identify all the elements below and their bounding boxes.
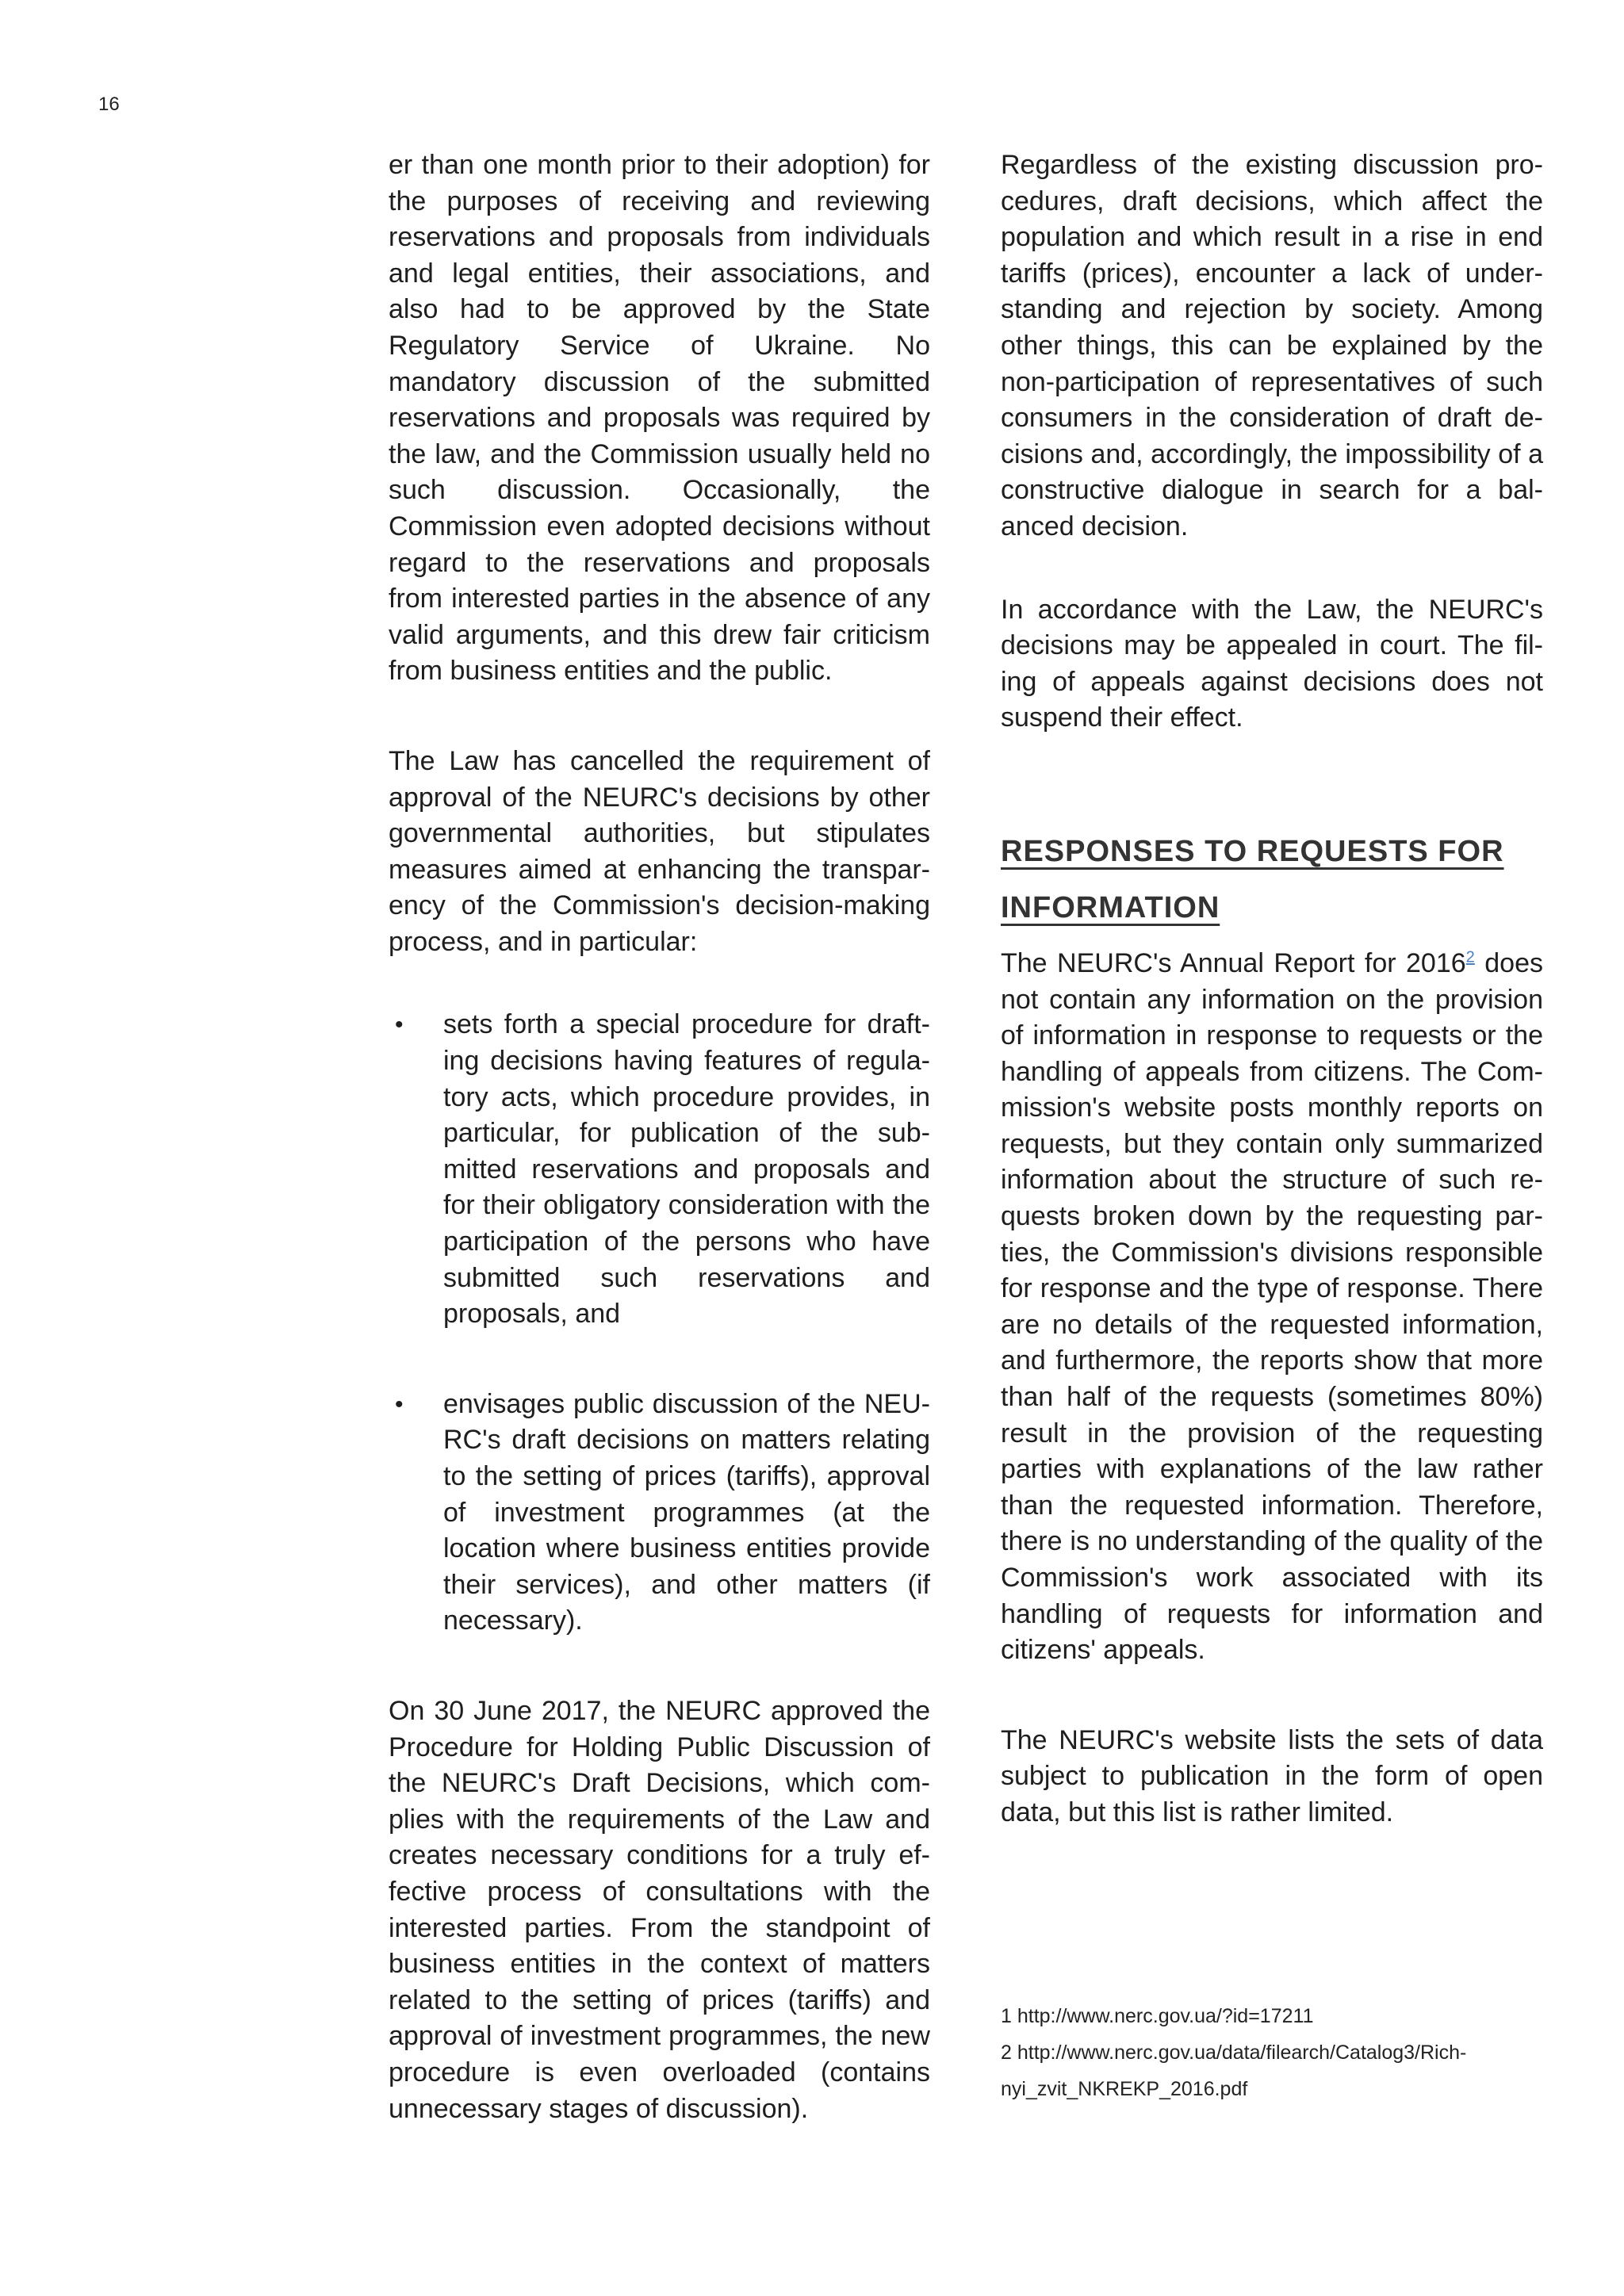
right-paragraph-1: Regardless of the existing discussion procedures, draft decisions, which affect the population and which result in a rise in end tariffs (prices), encounter a lack of understanding and rejection by society. Among other things, this can be explained by the non-participation of representatives of such consumers in the consideration of draft decisions and, accordingly, the impossibility of a constructive dialogue in search for a balanced decision.	[1001, 150, 1543, 541]
list-item	[389, 1387, 930, 1640]
right-paragraph-4: The NEURC's website lists the sets of data subject to publication in the form of open data, but this list is rather limited.	[1001, 1724, 1543, 1827]
footnotes	[1001, 1998, 1543, 2107]
bullet-icon: •	[395, 1391, 404, 1418]
left-paragraph-3: On 30 June 2017, the NEURC approved the Procedure for Holding Public Discussion of the NEURC's Draft Decisions, which complies with the requirements of the Law and creates necessary conditions for a truly effective process of consultations with the interested parties. From the standpoint of business entities in the context of matters related to the setting of prices (tariffs) and approval of investment programmes, the new procedure is even overloaded (contains unnecessary stages of discussion).	[389, 1695, 930, 2124]
list-item-text: envisages public discussion of the NEURC's draft decisions on matters relating to the setting of prices (tariffs), approval of investment programmes (at the location where business entities provide their services), and other matters (if necessary).	[443, 1388, 930, 1636]
paragraph-text: does not contain any information on the provision of information in response to requests or the handling of appeals from citizens. The Commission's website posts monthly reports on requests, but they contain only summarized information about the structure of such requests broken down by the requesting parties, the Commission's divisions responsible for response and the type of response. There are no details of the requested information, and furthermore, the reports show that more than half of the requests (sometimes 80%) result in the provision of the requesting parties with explanations of the law rather than the requested information. Therefore, there is no understanding of the quality of the Commission's work associated with its handling of requests for information and citizens' appeals.	[1001, 947, 1543, 1666]
footnote-1: 1 http://www.nerc.gov.ua/?id=17211	[1001, 2005, 1314, 2027]
paragraph-text: The NEURC's Annual Report for 2016	[1001, 947, 1466, 978]
footnote-2: 2 http://www.nerc.gov.ua/data/filearch/Catalog3/Richnyi_zvit_NKREKP_2016.pdf	[1001, 2042, 1467, 2100]
list-item	[389, 1007, 930, 1332]
page-number: 16	[98, 94, 120, 115]
list-item-text: sets forth a special procedure for drafting decisions having features of regulatory acts, which procedure provides, in particular, for publication of the submitted reservations and proposals and for their obligatory consideration with the participation of the persons who have submitted such reservations and proposals, and	[443, 1009, 930, 1330]
left-paragraph-2: The Law has cancelled the requirement of approval of the NEURC's decisions by other governmental authorities, but stipulates measures aimed at enhancing the transparency of the Commission's decision-making process, and in particular:	[389, 745, 930, 957]
left-paragraph-1: er than one month prior to their adoption) for the purposes of receiving and reviewing reservations and proposals from individuals and legal entities, their associations, and also had to be approved by the State Regulatory Service of Ukraine. No mandatory discussion of the submitted reservations and proposals was required by the law, and the Commission usually held no such discussion. Occasionally, the Commission even adopted decisions without regard to the reservations and proposals from interested parties in the absence of any valid arguments, and this drew fair criticism from business entities and the public.	[389, 150, 930, 687]
section-heading: RESPONSES TO REQUESTS FOR INFORMATION	[1001, 834, 1504, 924]
footnote-reference-link[interactable]: 2	[1465, 948, 1475, 966]
right-column	[1001, 147, 1543, 1831]
bullet-list	[389, 1007, 930, 1640]
bullet-icon: •	[395, 1012, 404, 1039]
right-paragraph-2: In accordance with the Law, the NEURC's decisions may be appealed in court. The filing of appeals against decisions does not suspend their effect.	[1001, 594, 1543, 733]
left-column	[389, 147, 930, 2127]
right-paragraph-3	[1001, 946, 1543, 1669]
